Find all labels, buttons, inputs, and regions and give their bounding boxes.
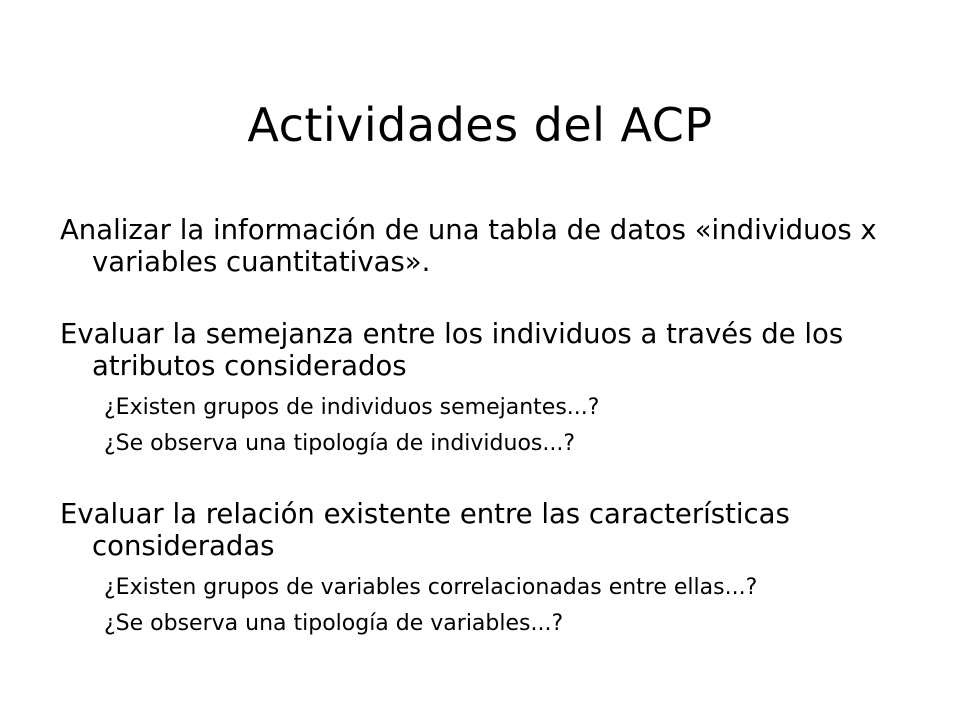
bullet-2-sub-1: ¿Existen grupos de individuos semejantes...? [104, 395, 600, 420]
bullet-2-sub-2: ¿Se observa una tipología de individuos...? [104, 431, 576, 456]
bullet-3: Evaluar la relación existente entre las características consideradas [60, 498, 790, 562]
bullet-2: Evaluar la semejanza entre los individuos a través de los atributos considerados [60, 318, 844, 382]
slide-title: Actividades del ACP [247, 97, 713, 152]
bullet-3-sub-1: ¿Existen grupos de variables correlacionadas entre ellas...? [104, 575, 758, 600]
bullet-3-sub-2: ¿Se observa una tipología de variables...? [104, 611, 564, 636]
slide-body [60, 214, 910, 638]
bullet-1: Analizar la información de una tabla de datos «individuos x variables cuantitativas». [60, 214, 877, 278]
